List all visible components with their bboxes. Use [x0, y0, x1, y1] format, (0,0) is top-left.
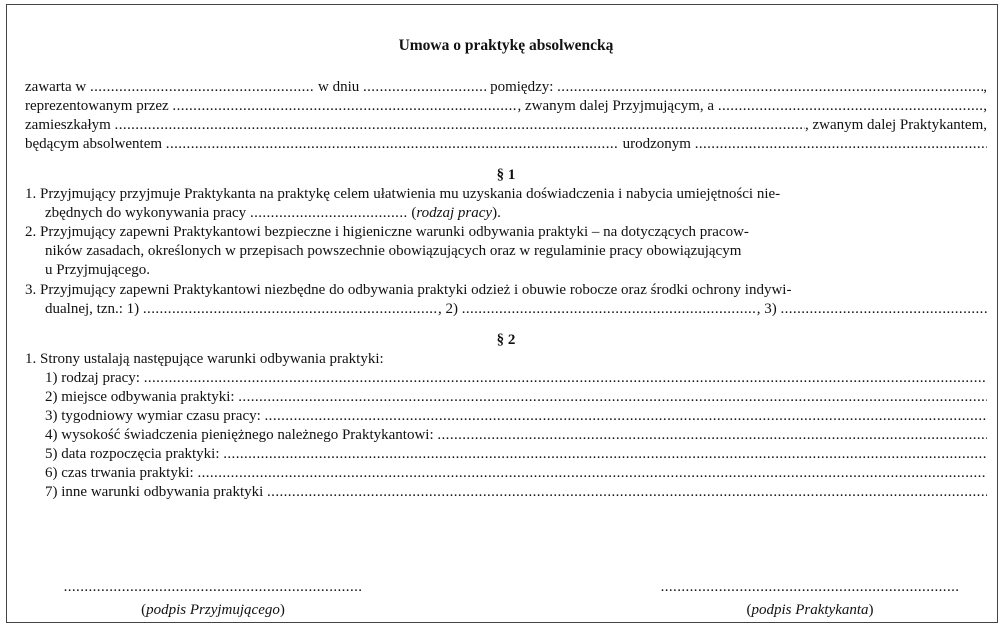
label-zwanym-przyjmujacym: , zwanym dalej Przyjmującym, a [517, 98, 715, 114]
comma: , [983, 98, 987, 114]
blank-employer[interactable] [557, 78, 983, 97]
section-2-heading: § 2 [496, 332, 516, 348]
s1-p3-text-2: dualnej, tzn.: 1) [45, 301, 140, 317]
parties-line-4 [25, 135, 987, 154]
parties-line-1 [25, 78, 987, 97]
s2-item-label: 7) inne warunki odbywania praktyki [45, 484, 264, 500]
s2-item-label: 6) czas trwania praktyki: [45, 465, 194, 481]
s2-item-4 [45, 426, 987, 445]
document-title: Umowa o praktykę absolwencką [398, 37, 614, 54]
s2-item-6 [45, 464, 987, 483]
blank-item-1[interactable] [144, 369, 987, 388]
blank-school[interactable] [166, 135, 619, 154]
label-pomiedzy: pomiędzy: [490, 79, 554, 95]
blank-protection-1[interactable] [143, 300, 438, 319]
label-3: , 3) [756, 301, 777, 317]
s2-item-label: 3) tygodniowy wymiar czasu pracy: [45, 408, 261, 424]
s1-p1-text: 1. Przyjmujący przyjmuje Praktykanta na praktykę celem ułatwienia mu uzyskania doświadczenia i nabycia umiejętności nie- [25, 186, 781, 202]
blank-place[interactable] [90, 78, 314, 97]
parties-line-2 [25, 97, 987, 116]
signature-caption-right: (podpis Praktykanta) [746, 602, 874, 618]
document-frame [6, 4, 998, 623]
s2-item-label: 2) miejsce odbywania praktyki: [45, 389, 235, 405]
s1-p1-line-1 [25, 185, 987, 204]
s2-item-1 [45, 369, 987, 388]
s1-p1-line-2 [45, 204, 987, 223]
s1-p3-text: 3. Przyjmujący zapewni Praktykantowi niezbędne do odbywania praktyki odzież i obuwie robocze oraz środki ochrony indywi- [25, 282, 792, 298]
signature-line-left[interactable]: ........................................................................ [63, 579, 363, 595]
s1-p2-text-2: ników zasadach, określonych w przepisach powszechnie obowiązujących oraz w regulaminie pracy obowiązującym [45, 243, 742, 259]
s1-p2-text-3: u Przyjmującego. [45, 262, 150, 278]
blank-item-2[interactable] [238, 388, 987, 407]
label-2: , 2) [437, 301, 458, 317]
label-urodzonym: urodzonym [622, 136, 691, 152]
s1-p2-text: 2. Przyjmujący zapewni Praktykantowi bezpieczne i higieniczne warunki odbywania praktyki – na dotyczących pracow- [25, 224, 749, 240]
s2-intro [25, 350, 987, 369]
comma: , [983, 79, 987, 95]
signature-line-right[interactable]: ........................................................................ [660, 579, 960, 595]
blank-item-3[interactable] [265, 407, 987, 426]
paren-close: ). [492, 205, 501, 221]
s2-item-7 [45, 483, 987, 502]
blank-item-7[interactable] [267, 483, 987, 502]
blank-protection-3[interactable] [780, 300, 987, 319]
s1-p3-line-1 [25, 281, 987, 300]
paren-open: ( [411, 205, 417, 221]
blank-item-5[interactable] [223, 445, 987, 464]
blank-trainee-name[interactable] [718, 97, 983, 116]
blank-address[interactable] [115, 116, 805, 135]
blank-date[interactable] [363, 78, 486, 97]
s2-item-3 [45, 407, 987, 426]
label-reprezentowanym: reprezentowanym przez [25, 98, 169, 114]
blank-representative[interactable] [172, 97, 517, 116]
s1-p1-text-2: zbędnych do wykonywania pracy [45, 205, 247, 221]
s1-p2-line-3 [45, 261, 987, 280]
label-zwanym-praktykantem: , zwanym dalej Praktykantem, [804, 117, 987, 133]
signature-right [650, 578, 970, 620]
section-1-heading: § 1 [496, 167, 516, 183]
label-zawarta-w: zawarta w [25, 79, 87, 95]
s1-p3-line-2 [45, 300, 987, 319]
s1-p2-line-1 [25, 223, 987, 242]
s2-item-label: 5) data rozpoczęcia praktyki: [45, 446, 220, 462]
s2-item-5 [45, 445, 987, 464]
s2-item-label: 1) rodzaj pracy: [45, 370, 140, 386]
blank-item-6[interactable] [197, 464, 987, 483]
blank-protection-2[interactable] [462, 300, 757, 319]
signature-left [53, 578, 373, 620]
signature-caption-left: (podpis Przyjmującego) [141, 602, 285, 618]
label-absolwentem: będącym absolwentem [25, 136, 163, 152]
s1-p2-line-2 [45, 242, 987, 261]
s2-item-2 [45, 388, 987, 407]
s2-item-label: 4) wysokość świadczenia pieniężnego należnego Praktykantowi: [45, 427, 434, 443]
hint-rodzaj-pracy: rodzaj pracy [416, 205, 493, 221]
parties-line-3 [25, 116, 987, 135]
s2-intro-text: 1. Strony ustalają następujące warunki odbywania praktyki: [25, 351, 384, 367]
label-w-dniu: w dniu [317, 79, 360, 95]
blank-item-4[interactable] [437, 426, 987, 445]
blank-work-type[interactable]: ...................................... [249, 205, 408, 221]
blank-birth[interactable] [695, 135, 987, 154]
label-zamieszkalym: zamieszkałym [25, 117, 111, 133]
